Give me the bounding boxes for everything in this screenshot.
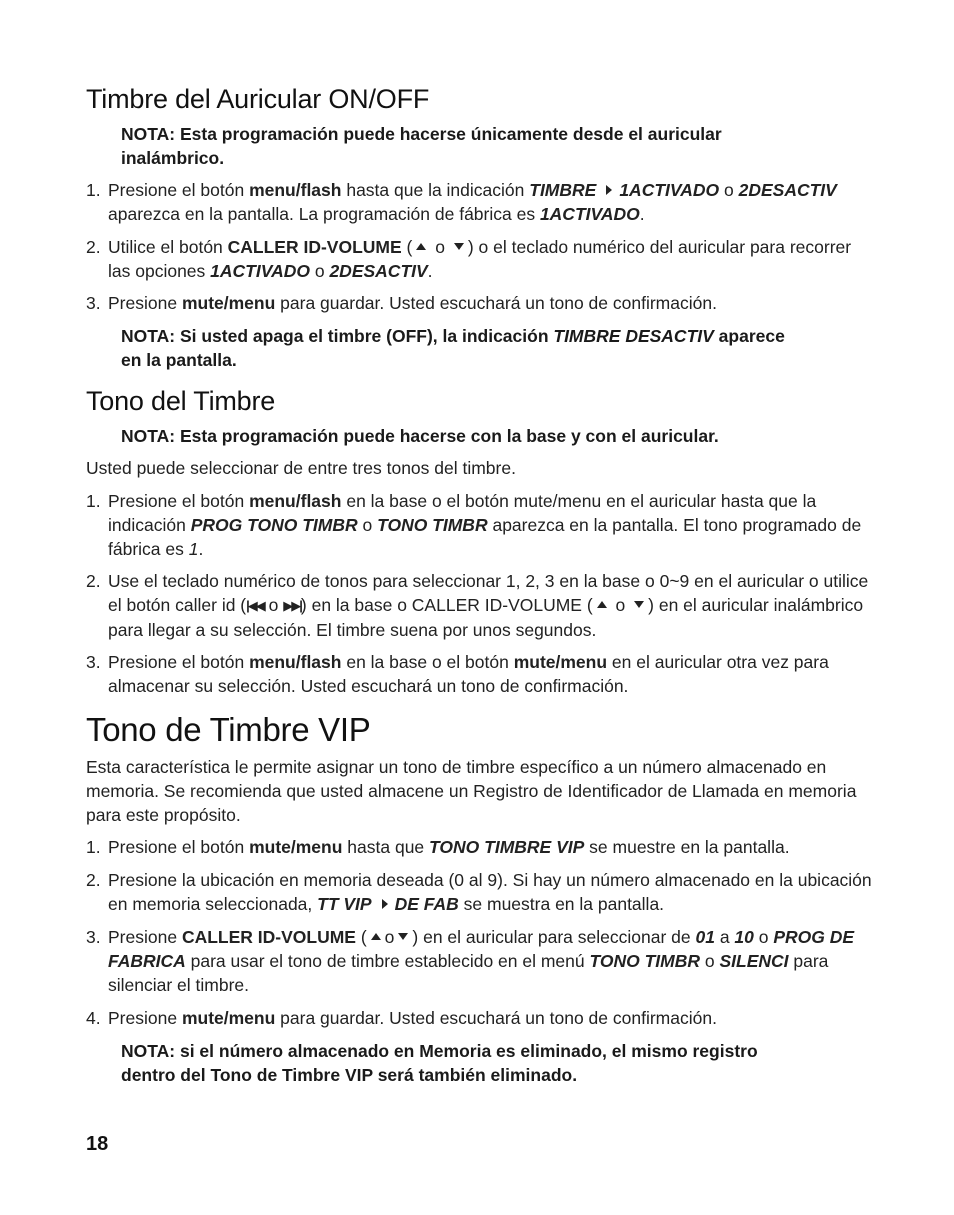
s1-step-3: 3. Presione mute/menu para guardar. Usted escuchará un tono de confirmación. xyxy=(86,293,717,313)
note-base-auricular: NOTA: Esta programación puede hacerse con la base y con el auricular. xyxy=(121,426,719,446)
arrow-up-icon xyxy=(416,243,426,250)
section-title-tono-vip: Tono de Timbre VIP xyxy=(86,711,371,748)
section-title-timbre-auricular: Timbre del Auricular ON/OFF xyxy=(86,84,430,114)
intro-tonos: Usted puede seleccionar de entre tres tonos del timbre. xyxy=(86,458,516,478)
s1-step-1: 1. Presione el botón menu/flash hasta que la indicación TIMBRE 1ACTIVADO o 2DESACTIV aparezca en la pantalla. La programación de fábrica es 1ACTIVADO. xyxy=(86,180,837,224)
arrow-down-icon xyxy=(454,243,464,250)
skip-forward-icon: ▶▶| xyxy=(283,598,301,613)
note-timbre-off: NOTA: Si usted apaga el timbre (OFF), la indicación TIMBRE DESACTIV aparece en la pantalla. xyxy=(121,326,785,370)
s3-step-3: 3. Presione CALLER ID-VOLUME ( o ) en el auricular para seleccionar de 01 a 10 o PROG DE FABRICA para usar el tono de timbre establecido en el menú TONO TIMBR o SILENCI para silenciar el timbre. xyxy=(86,927,855,995)
note-vip-eliminado: NOTA: si el número almacenado en Memoria es eliminado, el mismo registro dentro del Tono de Timbre VIP será también eliminado. xyxy=(121,1041,758,1085)
arrow-right-icon xyxy=(606,185,612,195)
s3-step-1: 1. Presione el botón mute/menu hasta que TONO TIMBRE VIP se muestre en la pantalla. xyxy=(86,837,790,857)
note-auricular-only: NOTA: Esta programación puede hacerse únicamente desde el auricular inalámbrico. xyxy=(121,124,722,168)
section-title-tono-timbre: Tono del Timbre xyxy=(86,386,276,416)
s2-step-1: 1. Presione el botón menu/flash en la base o el botón mute/menu en el auricular hasta que la indicación PROG TONO TIMBR o TONO TIMBR aparezca en la pantalla. El tono programado de fábrica es 1. xyxy=(86,491,862,559)
s2-step-3: 3. Presione el botón menu/flash en la base o el botón mute/menu en el auricular otra vez para almacenar su selección. Usted escuchará un tono de confirmación. xyxy=(86,652,829,696)
arrow-down-icon xyxy=(398,933,408,940)
skip-back-icon: |◀◀ xyxy=(246,598,264,613)
arrow-down-icon xyxy=(634,601,644,608)
arrow-up-icon xyxy=(371,933,381,940)
s3-step-2: 2. Presione la ubicación en memoria deseada (0 al 9). Si hay un número almacenado en la ubicación en memoria seleccionada, TT VIP DE FAB se muestra en la pantalla. xyxy=(86,870,872,914)
s3-step-4: 4. Presione mute/menu para guardar. Usted escuchará un tono de confirmación. xyxy=(86,1008,717,1028)
page-number: 18 xyxy=(86,1133,109,1155)
s2-step-2: 2. Use el teclado numérico de tonos para seleccionar 1, 2, 3 en la base o 0~9 en el auricular o utilice el botón caller id (|◀◀ o ▶▶|) en la base o CALLER ID-VOLUME ( o ) en el auricular inalámbrico para llegar a su selección. El timbre suena por unos segundos. xyxy=(86,571,869,640)
arrow-up-icon xyxy=(597,601,607,608)
intro-vip: Esta característica le permite asignar un tono de timbre específico a un número almacenado en memoria. Se recomienda que usted almacene un Registro de Identificador de Llamada en memoria para este propósito. xyxy=(86,757,857,825)
s1-step-2: 2. Utilice el botón CALLER ID-VOLUME ( o ) o el teclado numérico del auricular para recorrer las opciones 1ACTIVADO o 2DESACTIV. xyxy=(86,237,852,281)
arrow-right-icon xyxy=(382,899,388,909)
